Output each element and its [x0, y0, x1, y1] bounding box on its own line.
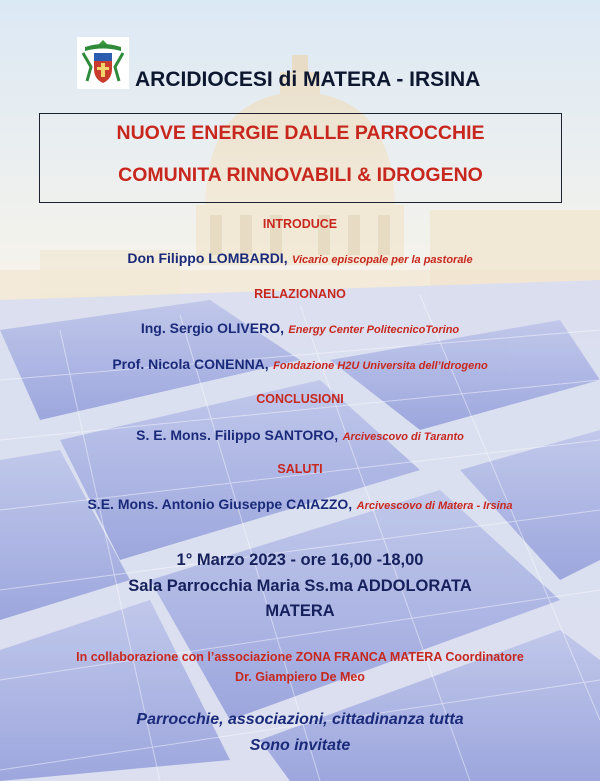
speaker-1-role: Energy Center PolitecnicoTorino — [288, 324, 460, 336]
organization-title: ARCIDIOCESI di MATERA - IRSINA — [135, 68, 481, 91]
greetings-line — [0, 496, 600, 514]
conclusions-name: S. E. Mons. Filippo SANTORO, — [136, 427, 339, 443]
invitation-line-2: Sono invitate — [249, 737, 351, 754]
introducer-role: Vicario episcopale per la pastorale — [292, 254, 473, 266]
event-title-line-1: NUOVE ENERGIE DALLE PARROCCHIE — [116, 122, 485, 144]
collaboration-line-1: In collaborazione con l’associazione ZONA FRANCA MATERA Coordinatore — [76, 650, 524, 664]
invitation-line-1: Parrocchie, associazioni, cittadinanza tutta — [136, 711, 464, 728]
introducer-name: Don Filippo LOMBARDI, — [127, 250, 288, 266]
event-title-box — [39, 113, 562, 203]
conclusions-line — [0, 427, 600, 445]
event-title-line-2: COMUNITA RINNOVABILI & IDROGENO — [118, 164, 483, 186]
speaker-line-2 — [0, 356, 600, 374]
speaker-line-1 — [0, 320, 600, 338]
diocese-crest-icon — [77, 37, 129, 89]
greetings-role: Arcivescovo di Matera - Irsina — [356, 500, 513, 512]
introducer-line — [0, 250, 600, 268]
speaker-1-name: Ing. Sergio OLIVERO, — [140, 320, 284, 336]
speaker-2-name: Prof. Nicola CONENNA, — [112, 356, 269, 372]
conclusions-role: Arcivescovo di Taranto — [342, 431, 464, 443]
greetings-name: S.E. Mons. Antonio Giuseppe CAIAZZO, — [87, 496, 353, 512]
speaker-2-role: Fondazione H2U Universita dell’Idrogeno — [273, 360, 488, 372]
event-venue: Sala Parrocchia Maria Ss.ma ADDOLORATA — [128, 577, 472, 595]
conclusions-heading: CONCLUSIONI — [256, 392, 344, 406]
speakers-heading: RELAZIONANO — [254, 287, 346, 301]
event-date-time: 1° Marzo 2023 - ore 16,00 -18,00 — [176, 551, 424, 569]
introduce-heading: INTRODUCE — [262, 217, 338, 231]
greetings-heading: SALUTI — [277, 462, 323, 476]
event-city: MATERA — [265, 602, 335, 620]
collaboration-line-2: Dr. Giampiero De Meo — [235, 670, 365, 684]
